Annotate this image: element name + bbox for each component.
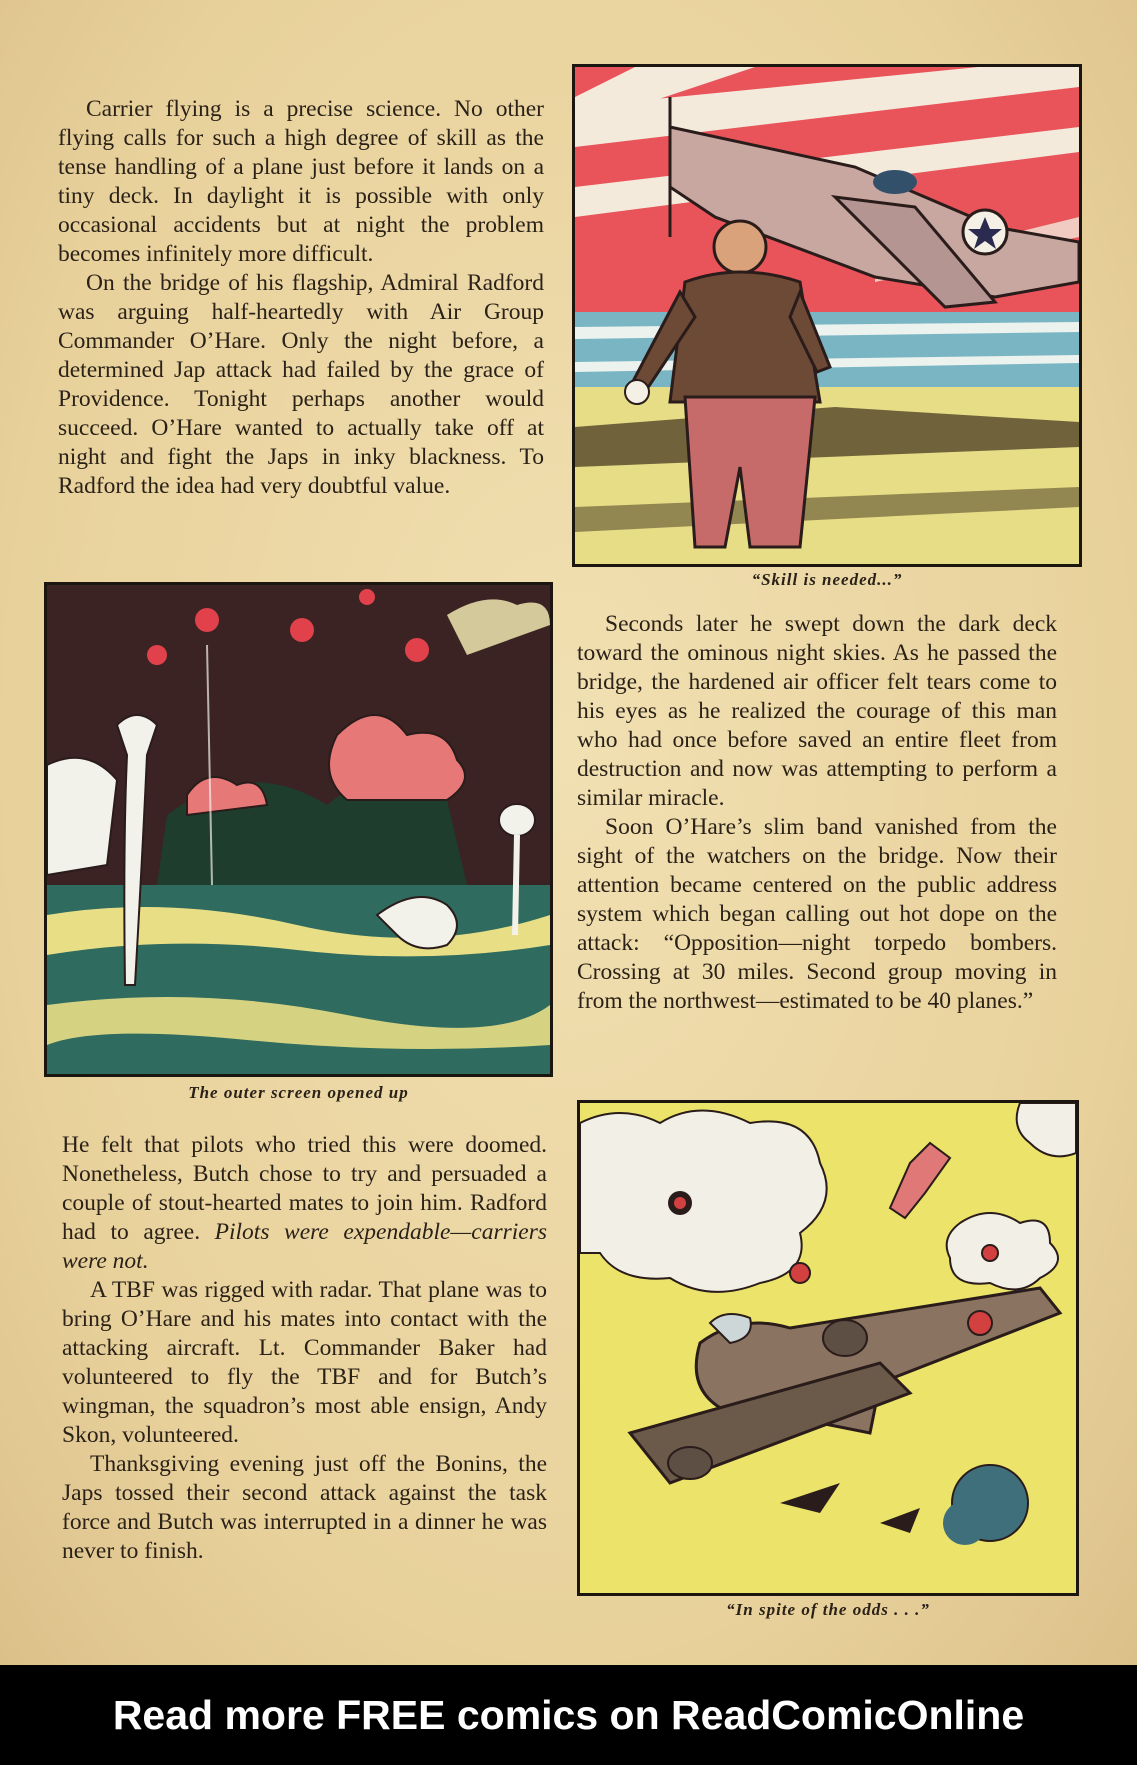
italic-sentence: Pilots were expendable—carriers were not.: [62, 1219, 548, 1274]
paragraph: Seconds later he swept down the dark deck toward the ominous night skies. As he passed the bridge, the hardened air officer felt tears come to his eyes as he realized the courage of this man who had once before saved an entire fleet from destruction and now was attempting to perform a similar miracle.: [577, 611, 1057, 811]
text-column-top-left: [58, 95, 544, 501]
bomber-illustration: [580, 1103, 1076, 1593]
paragraph: [62, 1131, 547, 1276]
paragraph: On the bridge of his flagship, Admiral Radford was arguing half-heartedly with Air Group Commander O’Hare. Only the night before, a determined Jap attack had failed by the grace of Providence. Tonight perhaps another would succeed. O’Hare wanted to actually take off at night and fight the Japs in inky blackness. To Radford the idea had very doubtful value.: [58, 270, 544, 499]
caption-outer-screen: The outer screen opened up: [188, 1083, 409, 1102]
caption-skill-is-needed: “Skill is needed...”: [751, 570, 903, 589]
panel-bomber-attack: [577, 1100, 1079, 1596]
paragraph: Soon O’Hare’s slim band vanished from the sight of the watchers on the bridge. Now their attention became centered on the public address system which began calling out hot dope on the attack: “Opposition—night torpedo bombers. Crossing at 30 miles. Second group moving in from the northwest—estimated to be 40 planes.”: [577, 814, 1057, 1014]
text-column-right-middle: [577, 610, 1057, 1016]
panel-outer-screen: [44, 582, 553, 1077]
panel-pilot-on-deck: [572, 64, 1082, 567]
caption-in-spite-of-the-odds: “In spite of the odds . . .”: [726, 1600, 930, 1619]
paragraph: A TBF was rigged with radar. That plane was to bring O’Hare and his mates into contact with the attacking aircraft. Lt. Commander Baker had volunteered to fly the TBF and for Butch’s wingman, the squadron’s most able ensign, Andy Skon, volunteered.: [62, 1277, 547, 1448]
promo-banner[interactable]: Read more FREE comics on ReadComicOnline: [0, 1665, 1137, 1765]
paragraph-text: He felt that pilots who tried this were doomed. Nonetheless, Butch chose to try and persuaded a couple of stout-hearted mates to join him. Radford had to agree.: [62, 1132, 547, 1245]
paragraph: Thanksgiving evening just off the Bonins, the Japs tossed their second attack against the task force and Butch was interrupted in a dinner he was never to finish.: [62, 1451, 547, 1564]
paragraph: Carrier flying is a precise science. No other flying calls for such a high degree of skill as the tense handling of a plane just before it lands on a tiny deck. In daylight it is possible with only occasional accidents but at night the problem becomes infinitely more difficult.: [58, 96, 544, 267]
night-battle-illustration: [47, 585, 550, 1074]
text-column-bottom-left: [62, 1131, 547, 1566]
pilot-deck-illustration: [575, 67, 1079, 564]
